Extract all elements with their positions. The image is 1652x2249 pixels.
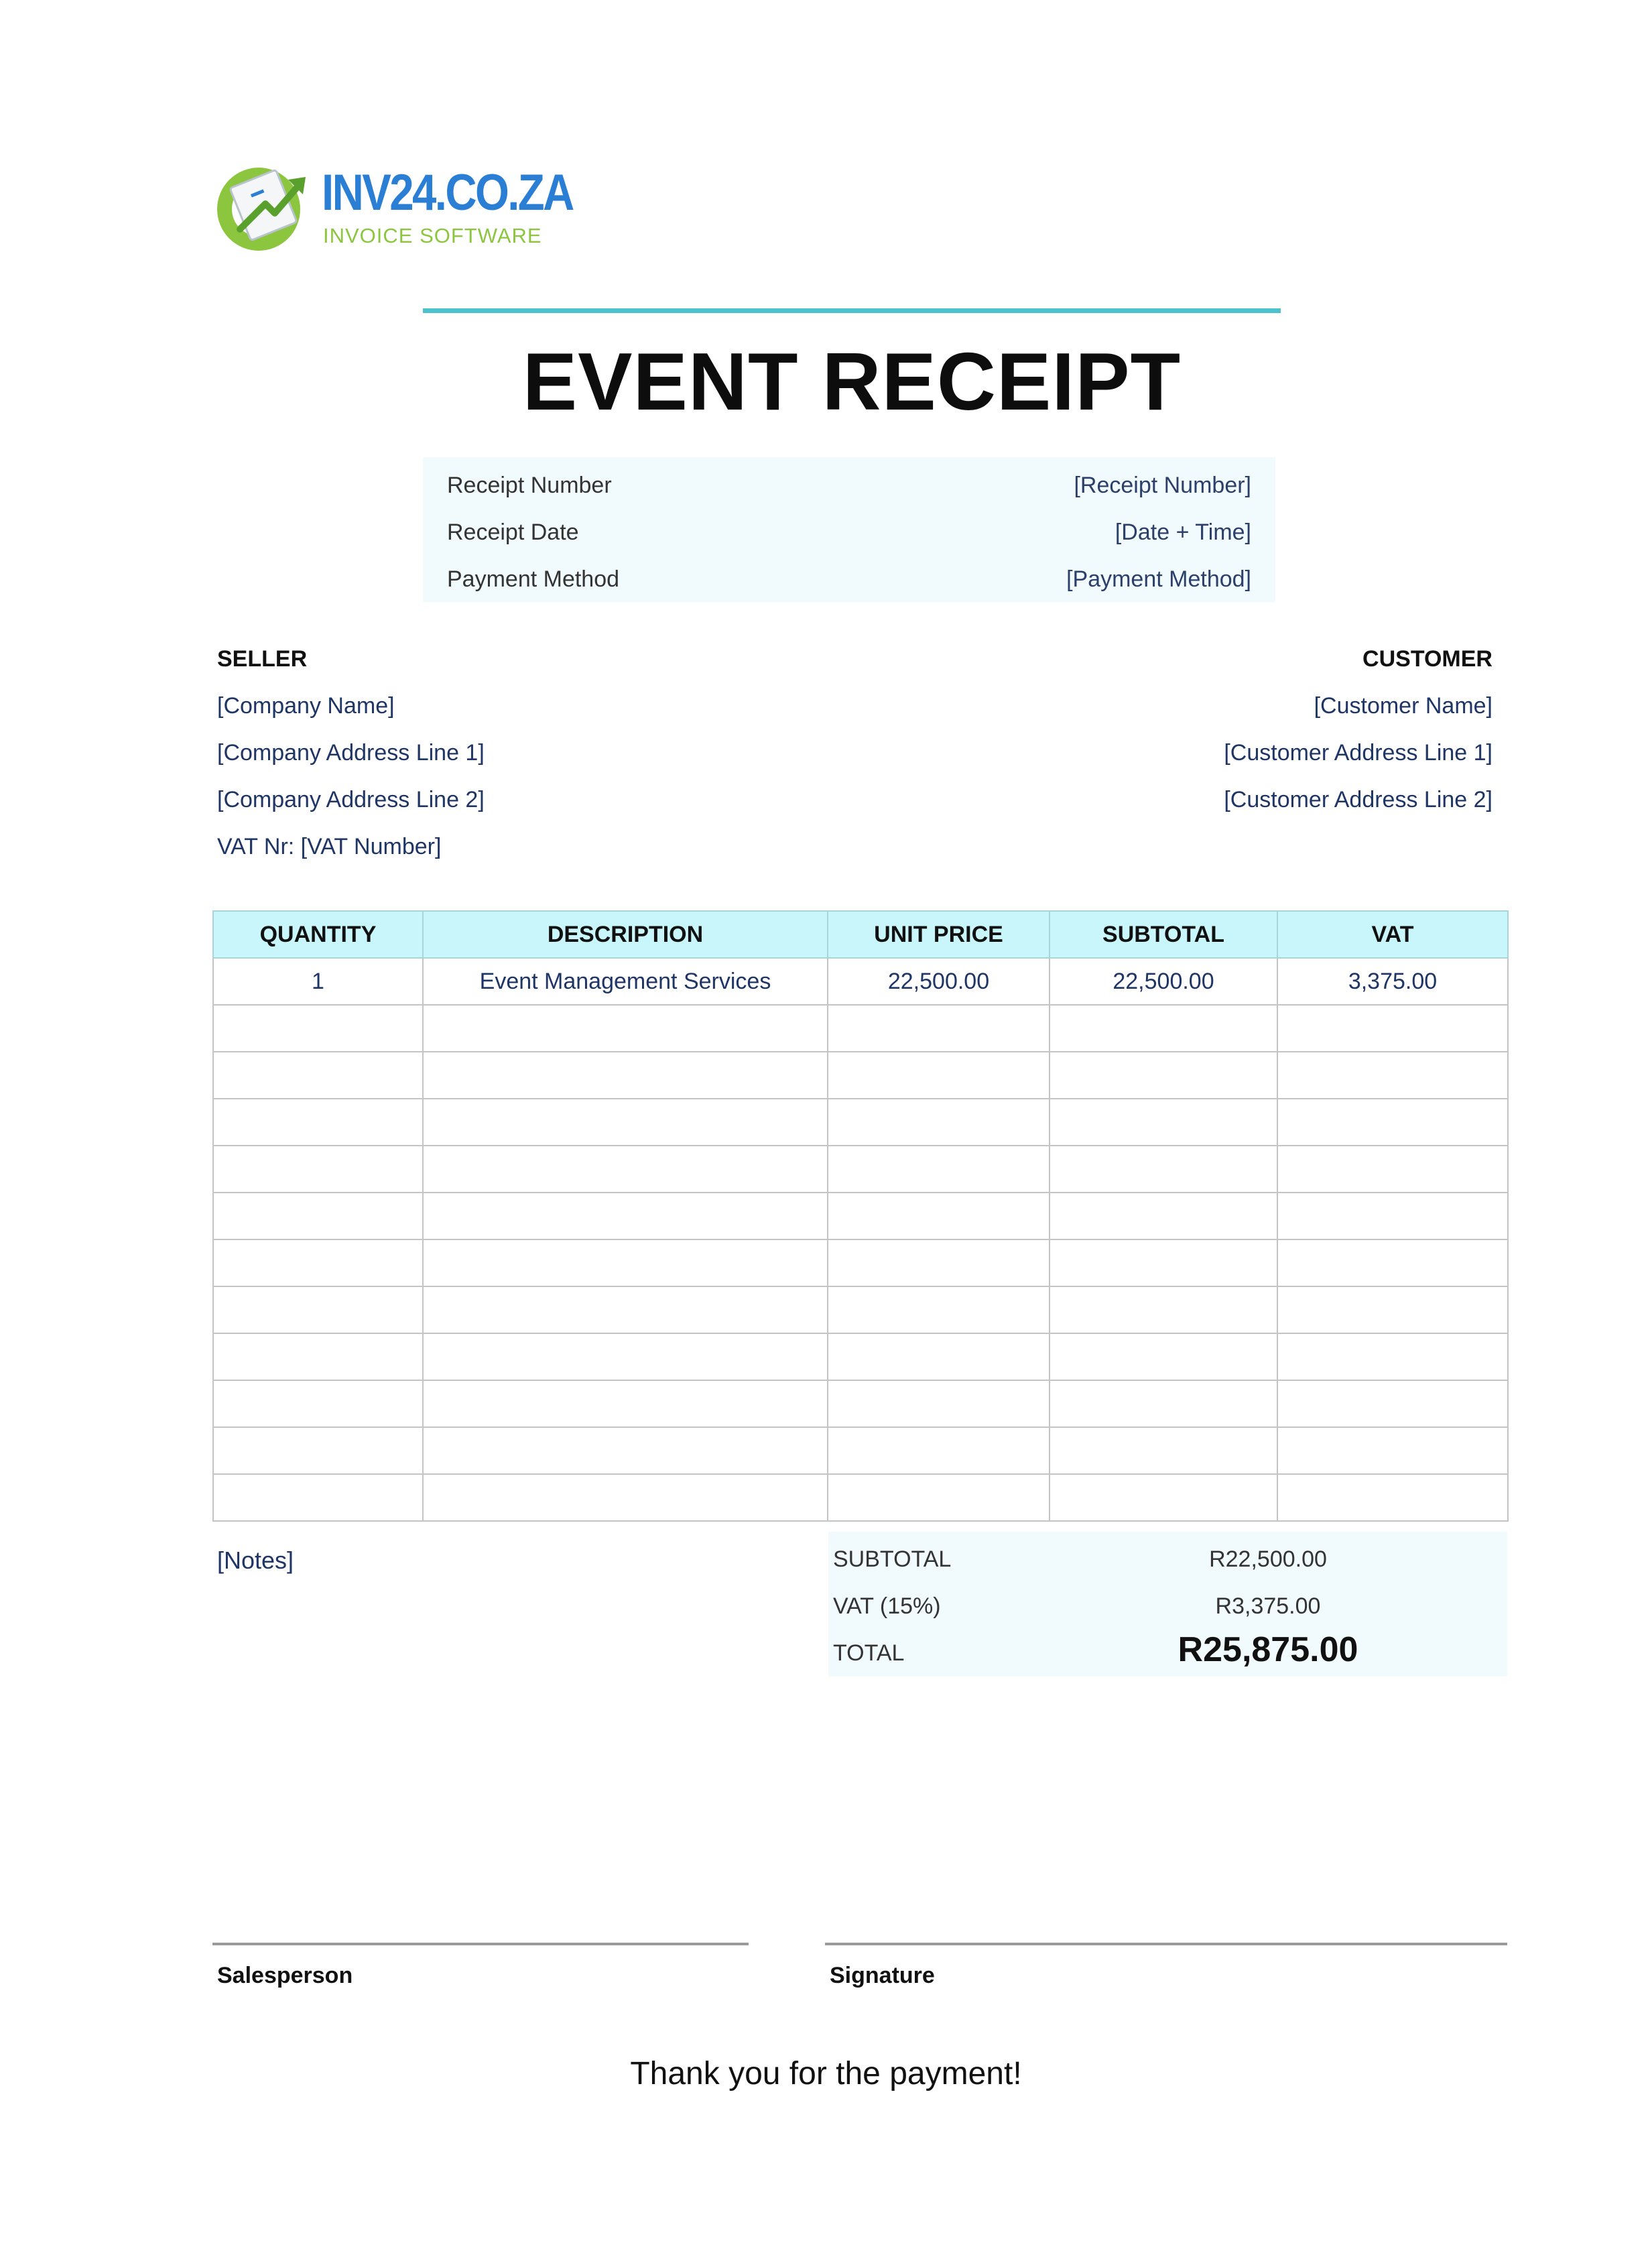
table-header-row: [213, 911, 1508, 958]
meta-label: Receipt Date: [447, 520, 579, 545]
meta-label: Receipt Number: [447, 473, 612, 498]
table-row: [213, 1333, 1508, 1380]
cell-description: [423, 1193, 828, 1239]
cell-quantity: [213, 1099, 423, 1146]
cell-unit-price: [828, 1333, 1050, 1380]
salesperson-label: Salesperson: [217, 1963, 353, 1988]
cell-subtotal: [1050, 1333, 1277, 1380]
cell-subtotal: [1050, 1427, 1277, 1474]
table-row: [213, 1427, 1508, 1474]
receipt-meta-box: [423, 457, 1275, 602]
cell-vat: [1277, 1193, 1508, 1239]
cell-description: [423, 1333, 828, 1380]
cell-vat: [1277, 1099, 1508, 1146]
customer-address-2: [Customer Address Line 2]: [1224, 787, 1492, 812]
meta-value: [Receipt Number]: [1074, 473, 1251, 498]
table-row: [213, 1239, 1508, 1286]
cell-description: [423, 1380, 828, 1427]
totals-box: [828, 1532, 1507, 1677]
cell-description: [423, 1099, 828, 1146]
meta-label: Payment Method: [447, 566, 620, 592]
table-row: [213, 1380, 1508, 1427]
cell-quantity: [213, 1052, 423, 1099]
customer-heading: CUSTOMER: [1362, 646, 1492, 672]
logo-name: INV24.CO.ZA: [322, 164, 573, 221]
customer-address-1: [Customer Address Line 1]: [1224, 740, 1492, 766]
cell-subtotal: 22,500.00: [1050, 958, 1277, 1005]
table-row: [213, 958, 1508, 1005]
table-row: [213, 1193, 1508, 1239]
column-header-vat: VAT: [1277, 911, 1508, 958]
cell-description: [423, 1052, 828, 1099]
table-row: [213, 1474, 1508, 1521]
column-header-subtotal: SUBTOTAL: [1050, 911, 1277, 958]
cell-vat: [1277, 1474, 1508, 1521]
cell-vat: [1277, 1239, 1508, 1286]
cell-vat: [1277, 1052, 1508, 1099]
cell-unit-price: [828, 1239, 1050, 1286]
cell-vat: [1277, 1380, 1508, 1427]
meta-value: [Date + Time]: [1115, 520, 1251, 545]
table-row: [213, 1146, 1508, 1193]
cell-unit-price: [828, 1099, 1050, 1146]
cell-subtotal: [1050, 1474, 1277, 1521]
column-header-description: DESCRIPTION: [423, 911, 828, 958]
chart-arrow-document-icon: [213, 157, 314, 252]
cell-quantity: [213, 1474, 423, 1521]
cell-description: [423, 1286, 828, 1333]
signature-label: Signature: [830, 1963, 935, 1988]
title-rule: [423, 308, 1281, 313]
meta-row-receipt-number: [447, 465, 1251, 505]
cell-subtotal: [1050, 1146, 1277, 1193]
cell-subtotal: [1050, 1099, 1277, 1146]
table-row: [213, 1052, 1508, 1099]
total-label: TOTAL: [833, 1640, 905, 1666]
seller-vat: VAT Nr: [VAT Number]: [217, 834, 442, 859]
vat-label: VAT (15%): [833, 1593, 941, 1619]
cell-unit-price: [828, 1052, 1050, 1099]
cell-description: [423, 1146, 828, 1193]
cell-subtotal: [1050, 1005, 1277, 1052]
cell-quantity: [213, 1146, 423, 1193]
cell-subtotal: [1050, 1239, 1277, 1286]
seller-company: [Company Name]: [217, 693, 395, 719]
cell-quantity: [213, 1427, 423, 1474]
cell-vat: [1277, 1146, 1508, 1193]
cell-description: [423, 1005, 828, 1052]
meta-row-receipt-date: [447, 512, 1251, 552]
cell-quantity: [213, 1239, 423, 1286]
notes-field: [Notes]: [217, 1546, 294, 1574]
company-logo: [213, 154, 573, 255]
meta-value: [Payment Method]: [1066, 566, 1251, 592]
cell-unit-price: [828, 1286, 1050, 1333]
cell-quantity: 1: [213, 958, 423, 1005]
table-row: [213, 1286, 1508, 1333]
cell-quantity: [213, 1193, 423, 1239]
subtotal-label: SUBTOTAL: [833, 1546, 952, 1572]
column-header-unit-price: UNIT PRICE: [828, 911, 1050, 958]
subtotal-value: R22,500.00: [1209, 1546, 1327, 1572]
cell-vat: [1277, 1005, 1508, 1052]
customer-name: [Customer Name]: [1314, 693, 1492, 719]
salesperson-line: [212, 1943, 749, 1945]
column-header-quantity: QUANTITY: [213, 911, 423, 958]
cell-subtotal: [1050, 1193, 1277, 1239]
cell-description: [423, 1474, 828, 1521]
seller-address-2: [Company Address Line 2]: [217, 787, 485, 812]
thank-you-message: Thank you for the payment!: [630, 2056, 1022, 2091]
table-row: [213, 1005, 1508, 1052]
cell-quantity: [213, 1005, 423, 1052]
logo-tagline: INVOICE SOFTWARE: [323, 224, 542, 247]
cell-unit-price: [828, 1427, 1050, 1474]
cell-description: [423, 1239, 828, 1286]
cell-quantity: [213, 1380, 423, 1427]
cell-unit-price: [828, 1193, 1050, 1239]
total-value: R25,875.00: [1178, 1630, 1358, 1669]
cell-quantity: [213, 1333, 423, 1380]
cell-vat: [1277, 1427, 1508, 1474]
cell-vat: [1277, 1286, 1508, 1333]
cell-vat: [1277, 1333, 1508, 1380]
cell-unit-price: 22,500.00: [828, 958, 1050, 1005]
table-row: [213, 1099, 1508, 1146]
seller-address-1: [Company Address Line 1]: [217, 740, 485, 766]
cell-unit-price: [828, 1005, 1050, 1052]
cell-quantity: [213, 1286, 423, 1333]
line-items-table: [212, 910, 1509, 1522]
cell-vat: 3,375.00: [1277, 958, 1508, 1005]
cell-description: [423, 1427, 828, 1474]
cell-description: Event Management Services: [423, 958, 828, 1005]
vat-value: R3,375.00: [1215, 1593, 1321, 1619]
cell-subtotal: [1050, 1380, 1277, 1427]
cell-unit-price: [828, 1146, 1050, 1193]
signature-line: [825, 1943, 1507, 1945]
cell-unit-price: [828, 1474, 1050, 1521]
seller-heading: SELLER: [217, 646, 308, 672]
cell-unit-price: [828, 1380, 1050, 1427]
cell-subtotal: [1050, 1052, 1277, 1099]
meta-row-payment-method: [447, 559, 1251, 599]
cell-subtotal: [1050, 1286, 1277, 1333]
document-title: EVENT RECEIPT: [522, 336, 1182, 427]
